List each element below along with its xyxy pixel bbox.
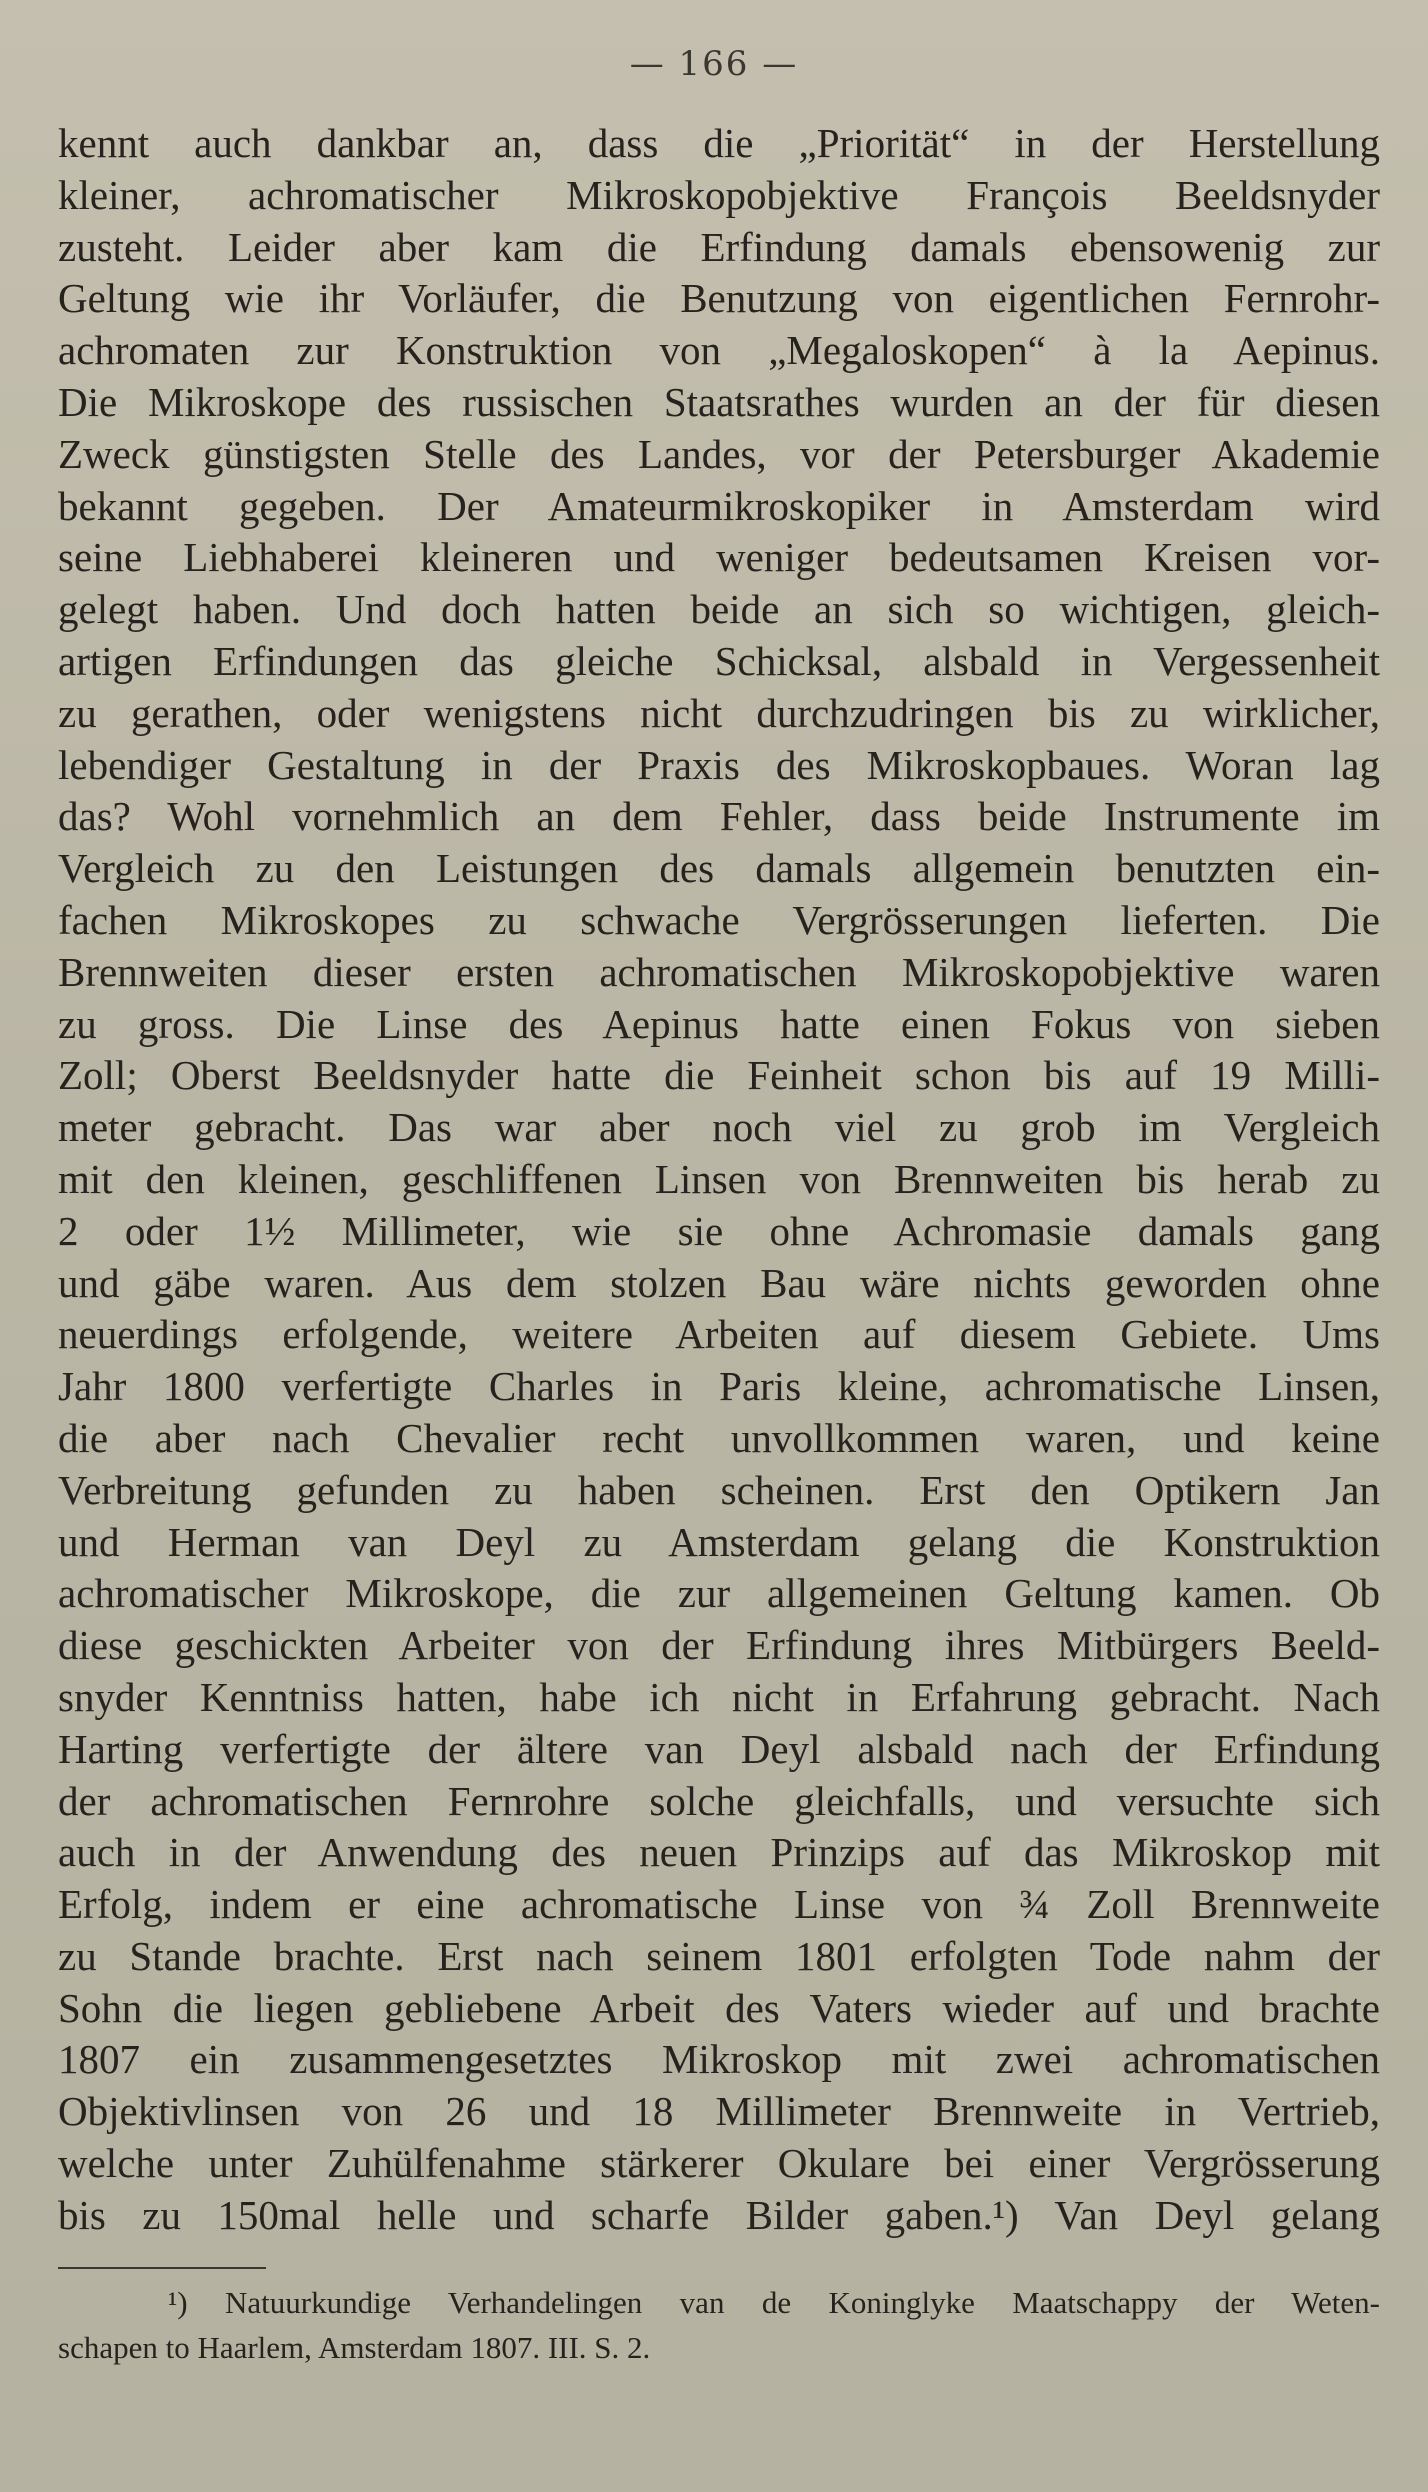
- text-line: fachen Mikroskopes zu schwache Vergrösserungen lieferten. Die: [58, 896, 1380, 943]
- text-line: welche unter Zuhülfenahme stärkerer Okulare bei einer Vergrösserung: [58, 2140, 1380, 2187]
- text-line: kleiner, achromatischer Mikroskopobjektive François Beeldsnyder: [58, 171, 1380, 218]
- text-line: Sohn die liegen gebliebene Arbeit des Vaters wieder auf und brachte: [58, 1984, 1380, 2031]
- text-line: Harting verfertigte der ältere van Deyl alsbald nach der Erfindung: [58, 1725, 1380, 1772]
- text-line: artigen Erfindungen das gleiche Schicksal, alsbald in Vergessenheit: [58, 637, 1380, 684]
- text-line: Objektivlinsen von 26 und 18 Millimeter Brennweite in Vertrieb,: [58, 2088, 1380, 2135]
- footnote-divider: [58, 2267, 266, 2269]
- text-line: achromaten zur Konstruktion von „Megaloskopen“ à la Aepinus.: [58, 327, 1380, 374]
- text-line: Zoll; Oberst Beeldsnyder hatte die Feinheit schon bis auf 19 Milli-: [58, 1052, 1380, 1099]
- text-line: Erfolg, indem er eine achromatische Linse von ¾ Zoll Brennweite: [58, 1881, 1380, 1928]
- footnotes: [58, 2280, 1380, 2370]
- text-line: bekannt gegeben. Der Amateurmikroskopiker in Amsterdam wird: [58, 482, 1380, 529]
- text-line: meter gebracht. Das war aber noch viel zu grob im Vergleich: [58, 1104, 1380, 1151]
- text-line: das? Wohl vornehmlich an dem Fehler, dass beide Instrumente im: [58, 793, 1380, 840]
- text-line: zusteht. Leider aber kam die Erfindung damals ebensowenig zur: [58, 223, 1380, 270]
- text-line: zu gross. Die Linse des Aepinus hatte einen Fokus von sieben: [58, 1000, 1380, 1047]
- text-line: die aber nach Chevalier recht unvollkommen waren, und keine: [58, 1414, 1380, 1461]
- text-line: 1807 ein zusammengesetztes Mikroskop mit zwei achromatischen: [58, 2036, 1380, 2083]
- text-line: und gäbe waren. Aus dem stolzen Bau wäre nichts geworden ohne: [58, 1259, 1380, 1306]
- footnote-line: ¹) Natuurkundige Verhandelingen van de Koninglyke Maatschappy der Weten-: [168, 2285, 1380, 2320]
- text-line: zu Stande brachte. Erst nach seinem 1801 erfolgten Tode nahm der: [58, 1932, 1380, 1979]
- text-line: diese geschickten Arbeiter von der Erfindung ihres Mitbürgers Beeld-: [58, 1622, 1380, 1669]
- text-line: Vergleich zu den Leistungen des damals allgemein benutzten ein-: [58, 845, 1380, 892]
- text-line: snyder Kenntniss hatten, habe ich nicht in Erfahrung gebracht. Nach: [58, 1673, 1380, 1720]
- page-number: — 166 —: [629, 44, 799, 84]
- text-line: neuerdings erfolgende, weitere Arbeiten auf diesem Gebiete. Ums: [58, 1311, 1380, 1358]
- text-line: der achromatischen Fernrohre solche gleichfalls, und versuchte sich: [58, 1777, 1380, 1824]
- text-line: und Herman van Deyl zu Amsterdam gelang die Konstruktion: [58, 1518, 1380, 1565]
- text-line: seine Liebhaberei kleineren und weniger bedeutsamen Kreisen vor-: [58, 534, 1380, 581]
- text-line: Brennweiten dieser ersten achromatischen Mikroskopobjektive waren: [58, 948, 1380, 995]
- text-line: 2 oder 1½ Millimeter, wie sie ohne Achromasie damals gang: [58, 1207, 1380, 1254]
- text-line: kennt auch dankbar an, dass die „Priorität“ in der Herstellung: [58, 120, 1380, 166]
- text-line: auch in der Anwendung des neuen Prinzips auf das Mikroskop mit: [58, 1829, 1380, 1876]
- footnote-line: schapen to Haarlem, Amsterdam 1807. III. S. 2.: [58, 2330, 651, 2365]
- text-line: Zweck günstigsten Stelle des Landes, vor der Petersburger Akademie: [58, 430, 1380, 477]
- body-text: [58, 118, 1380, 2242]
- text-line: zu gerathen, oder wenigstens nicht durchzudringen bis zu wirklicher,: [58, 689, 1380, 736]
- text-line: Jahr 1800 verfertigte Charles in Paris kleine, achromatische Linsen,: [58, 1363, 1380, 1410]
- text-line: lebendiger Gestaltung in der Praxis des Mikroskopbaues. Woran lag: [58, 741, 1380, 788]
- text-line: Die Mikroskope des russischen Staatsrathes wurden an der für diesen: [58, 378, 1380, 425]
- text-line: Geltung wie ihr Vorläufer, die Benutzung von eigentlichen Fernrohr-: [58, 275, 1380, 322]
- text-line: Verbreitung gefunden zu haben scheinen. Erst den Optikern Jan: [58, 1466, 1380, 1513]
- text-line: achromatischer Mikroskope, die zur allgemeinen Geltung kamen. Ob: [58, 1570, 1380, 1617]
- text-line: bis zu 150mal helle und scharfe Bilder gaben.¹) Van Deyl gelang: [58, 2191, 1380, 2238]
- text-line: mit den kleinen, geschliffenen Linsen von Brennweiten bis herab zu: [58, 1155, 1380, 1202]
- text-line: gelegt haben. Und doch hatten beide an sich so wichtigen, gleich-: [58, 586, 1380, 633]
